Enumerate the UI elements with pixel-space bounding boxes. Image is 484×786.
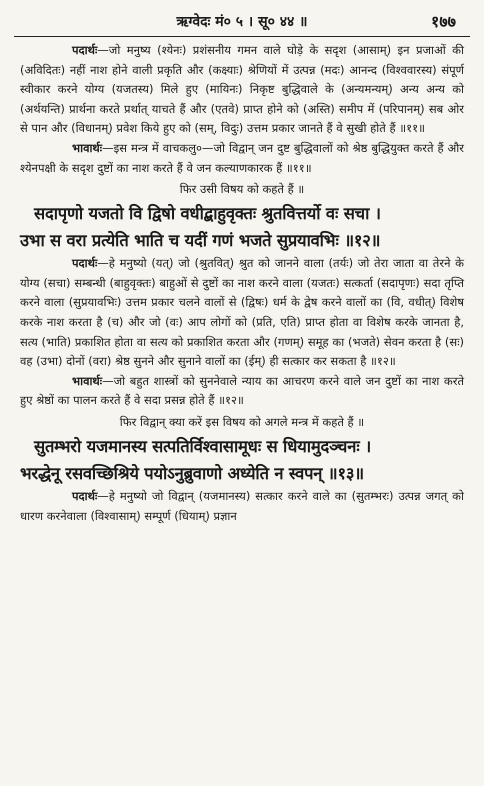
bhavartha-label: भावार्थः [72, 140, 103, 155]
padartha-text: —जो मनुष्य (श्येनः) प्रशंसनीय गमन वाले घोड़े के सदृश (आसाम्) इन प्रजाओं की (अविदितः) नहीं नाश होने वाली प्रकृति और (कक्ष्याः) श्रेणियों में उत्पन्न (मदः) आनन्द (विश्ववारस्य) संपूर्ण स्वीकार करने योग्य (यजतस्य) मिले हुए (मायिनः) निकृष्ट बुद्धिवाले के (अन्यमन्यम्) अन्य अन्य को (अर्थयन्ति) प्रार्थना करते प्रर्थात् याचते हैं और (एतवे) प्राप्त होने को (अस्ति) समीप में (परिपानम्) सब ओर से पान और (विधानम्) प्रवेश किये हुए को (सम्, विदुः) उत्तम प्रकार जानते हैं वे सुखी होते हैं ॥११॥ [20, 43, 464, 136]
bhavartha-paragraph-11 [20, 139, 464, 178]
bhavartha-text: —जो बहुत शास्त्रों को सुननेवाले न्याय का आचरण करने वाले जन दुष्टों का नाश करते हुए श्रेष्ठों का पालन करते हैं वे सदा प्रसन्न होते हैं ॥१२॥ [20, 373, 464, 408]
padartha-label: पदार्थः [72, 256, 98, 271]
mantra-12 [20, 200, 464, 254]
mantra-line: सदापृणो यजतो वि द्विषो वधीद्बाहुवृक्तः श्रुतवित्तर्यो वः सचा । [34, 204, 381, 224]
padartha-paragraph-13 [20, 487, 464, 526]
padartha-label: पदार्थः [72, 488, 98, 503]
mantra-intro-12: फिर उसी विषय को कहते हैं ॥ [179, 182, 305, 197]
mantra-13 [20, 433, 464, 487]
page-header [20, 8, 464, 36]
mantra-line: भरद्धेनू रसवच्छिश्रिये पयोऽनुब्रुवाणो अध्येति न स्वपन् ॥१३॥ [20, 463, 364, 483]
bhavartha-label: भावार्थः [72, 373, 103, 388]
bhavartha-paragraph-12 [20, 372, 464, 411]
header-rule [14, 36, 470, 37]
mantra-line: उभा स वरा प्रत्येति भाति च यदीं गणं भजते सुप्रयावभिः ॥१२॥ [20, 231, 381, 251]
running-title: ऋग्वेदः मं० ५ । सू० ४४ ॥ [176, 14, 308, 30]
bhavartha-text: —इस मन्त्र में वाचकलु०—जो विद्वान् जन दुष्ट बुद्धिवालों को श्रेष्ठ बुद्धियुक्त करते हैं और श्येनपक्षी के सदृश दुष्टों का नाश करते हैं वे जन कल्याणकारक हैं ॥११॥ [20, 140, 464, 175]
padartha-paragraph-11 [20, 41, 464, 139]
padartha-label: पदार्थः [72, 43, 98, 57]
mantra-line: सुतम्भरो यजमानस्य सत्पतिर्विश्वासामूधः स धियामुदञ्चनः । [34, 436, 372, 456]
page-number: १७७ [431, 12, 456, 31]
mantra-intro-13: फिर विद्वान् क्या करें इस विषय को अगले मन्त्र में कहते हैं ॥ [119, 414, 365, 429]
padartha-text: —हे मनुष्यो जो विद्वान् (यजमानस्य) सत्कार करने वाले का (सुतम्भरः) उत्पन्न जगत् को धारण करनेवाला (विश्वासाम्) सम्पूर्ण (धियाम्) प्रज्ञान [20, 488, 464, 523]
padartha-paragraph-12 [20, 254, 464, 372]
padartha-text: —हे मनुष्यो (यत्) जो (श्रुतवित्) श्रुत को जानने वाला (तर्यः) जो तेरा जाता वा तेरने के योग्य (सचा) सम्बन्धी (बाहुवृक्तः) बाहुओं से दुष्टों का नाश करने वाला (यजतः) सत्कर्ता (सदापृणः) सदा तृप्ति करने वाला (सुप्रयावभिः) उत्तम प्रकार चलने वालों से (द्विषः) धर्म के द्वेष करने वालों का (वि, वधीत्) विशेष करके नाश करता है (च) और जो (वः) आप लोगों को (प्रति, एति) प्राप्त होता वा विशेष करके जानता है, सत्य (भाति) प्रकाशित होता वा सत्य को प्रकाशित करता और (गणम्) समूह का (भजते) सेवन करता है (सः) वह (उभा) दोनों (वरा) श्रेष्ठ सुनने और सुनाने वालों का (ईम्) ही सत्कार कर सकता है ॥१२॥ [20, 256, 464, 369]
